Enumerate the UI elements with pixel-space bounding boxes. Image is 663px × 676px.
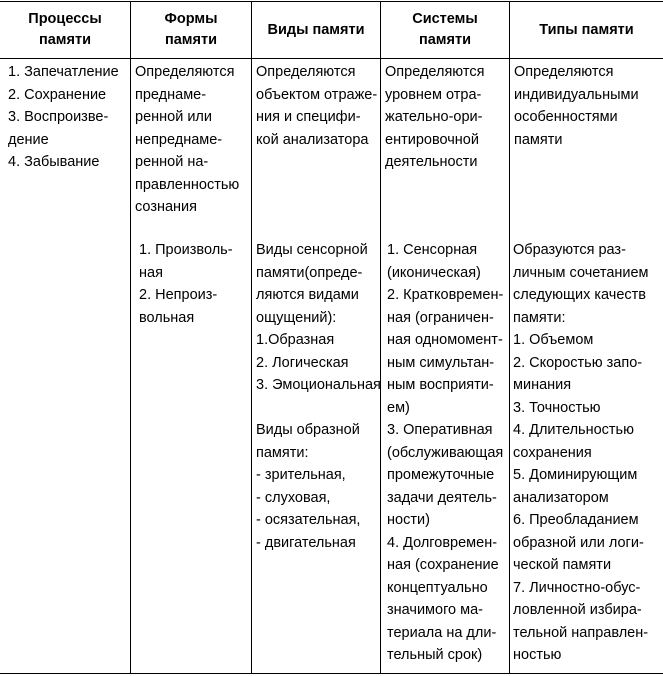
text-line: 4. Забывание [8, 154, 100, 170]
text-line: сохранения [513, 444, 592, 461]
column-divider-2 [251, 1, 252, 673]
cell-processes-list [8, 61, 119, 174]
text-line: 5. Доминирующим [513, 467, 638, 483]
text-line: - зрительная, [256, 467, 346, 483]
cell-kinds-list [256, 239, 381, 554]
text-line: ностью [513, 647, 562, 663]
text-line: ная [139, 264, 163, 281]
text-line: 1. Запечатление [8, 64, 119, 80]
text-line: деятельности [385, 154, 478, 170]
header-forms: Формы памяти [164, 11, 218, 48]
header-processes: Процессы памяти [28, 11, 102, 48]
text-line: ляются видами [256, 287, 359, 303]
text-line: Виды образной [256, 422, 360, 438]
text-line [256, 397, 381, 420]
text-line: концептуально [387, 579, 488, 596]
text-line: ная одномомент- [387, 332, 503, 348]
text-line: Определяются [256, 64, 356, 80]
text-line: следующих качеств [513, 287, 646, 303]
text-line: Виды сенсорной [256, 242, 368, 258]
text-line: 2. Кратковремен- [387, 287, 504, 303]
text-line: 3. Точностью [513, 399, 601, 416]
text-line: Определяются [135, 64, 235, 80]
text-line: ния и специфи- [256, 109, 361, 125]
header-kinds: Виды памяти [267, 21, 365, 38]
cell-forms-definition [135, 61, 239, 219]
text-line: ем) [387, 399, 410, 416]
text-line: ности) [387, 512, 430, 528]
text-line: 2. Скоростью запо- [513, 354, 643, 371]
text-line: (иконическая) [387, 264, 481, 281]
text-line: 1. Произволь- [139, 242, 233, 258]
text-line: тельной направлен- [513, 624, 649, 641]
text-line: вольная [139, 309, 195, 326]
text-line: преднаме- [135, 86, 207, 103]
column-divider-1 [130, 1, 131, 673]
text-line: 1. Объемом [513, 332, 594, 348]
text-line: ренной или [135, 109, 212, 125]
text-line: териала на дли- [387, 624, 497, 641]
text-line: ным симультан- [387, 354, 495, 371]
text-line: задачи деятель- [387, 489, 497, 506]
text-line: памяти(опреде- [256, 264, 363, 281]
text-line: уровнем отра- [385, 86, 482, 103]
cell-systems-list [387, 239, 503, 667]
text-line: ентировочной [385, 131, 479, 148]
text-line: - двигательная [256, 534, 356, 551]
header-systems: Системы памяти [412, 11, 478, 48]
text-line: непреднаме- [135, 131, 223, 148]
text-line: 1. Сенсорная [387, 242, 478, 258]
text-line: промежуточные [387, 467, 495, 483]
text-line: памяти: [256, 444, 309, 461]
text-line: образной или логи- [513, 534, 644, 551]
text-line: 2. Сохранение [8, 86, 107, 103]
text-line: анализатором [513, 489, 609, 506]
text-line: памяти [514, 131, 563, 148]
text-line: ным восприяти- [387, 377, 494, 393]
text-line: правленностью [135, 176, 240, 193]
table-bottom-rule [0, 673, 663, 674]
text-line: 1.Образная [256, 332, 335, 348]
text-line: сознания [135, 199, 197, 215]
text-line: объектом отраже- [256, 86, 378, 103]
text-line: личным сочетанием [513, 264, 649, 281]
text-line: - осязательная, [256, 512, 361, 528]
text-line: ная (сохранение [387, 557, 499, 573]
text-line: дение [8, 131, 49, 148]
text-line: особенностями [514, 109, 618, 125]
text-line: 3. Эмоциональная [256, 377, 381, 393]
text-line: индивидуальными [514, 86, 639, 103]
text-line: Определяются [514, 64, 614, 80]
text-line: значимого ма- [387, 602, 484, 618]
text-line: жательно-ори- [385, 109, 483, 125]
text-line: ная (ограничен- [387, 309, 494, 326]
text-line: ловленной избира- [513, 602, 642, 618]
cell-systems-definition [385, 61, 484, 174]
text-line: 2. Логическая [256, 354, 349, 371]
cell-forms-list [139, 239, 233, 329]
text-line: (обслуживающая [387, 444, 504, 461]
text-line: 2. Непроиз- [139, 287, 218, 303]
text-line: 4. Долговремен- [387, 534, 498, 551]
header-bottom-rule [0, 58, 663, 59]
cell-types-list [513, 239, 649, 667]
cell-types-definition [514, 61, 639, 151]
text-line: минания [513, 377, 572, 393]
text-line: Определяются [385, 64, 485, 80]
text-line: тельный срок) [387, 647, 483, 663]
text-line: ощущений): [256, 309, 337, 326]
text-line: Образуются раз- [513, 242, 626, 258]
text-line: ческой памяти [513, 557, 612, 573]
text-line: 3. Воспроизве- [8, 109, 109, 125]
text-line: 3. Оперативная [387, 422, 493, 438]
text-line: 6. Преобладанием [513, 512, 639, 528]
column-divider-4 [509, 1, 510, 673]
text-line: памяти: [513, 309, 566, 326]
cell-kinds-definition [256, 61, 377, 151]
text-line: 4. Длительностью [513, 422, 634, 438]
text-line: - слуховая, [256, 489, 331, 506]
text-line: 7. Личностно-обус- [513, 579, 641, 596]
header-types: Типы памяти [539, 21, 634, 38]
text-line: ренной на- [135, 154, 209, 170]
text-line: кой анализатора [256, 131, 369, 148]
